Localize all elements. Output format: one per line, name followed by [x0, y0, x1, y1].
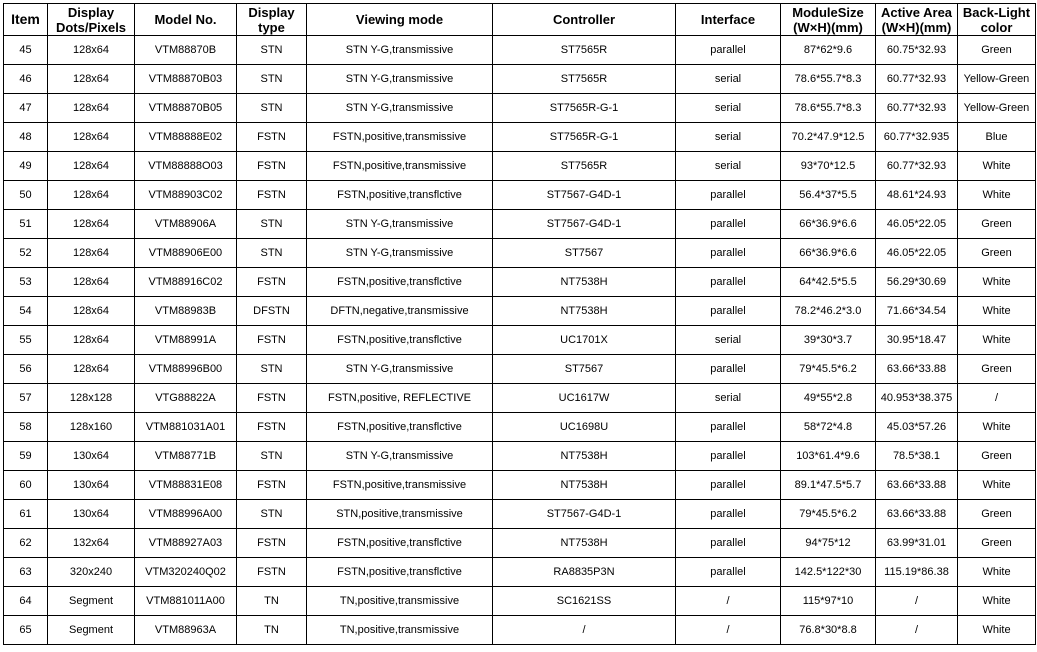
backlight-color-cell: Green	[958, 500, 1036, 529]
module-size-cell: 103*61.4*9.6	[781, 442, 876, 471]
model-no-cell: VTM88991A	[135, 326, 237, 355]
controller-cell: ST7565R	[493, 65, 676, 94]
table-row	[4, 297, 1036, 326]
controller-cell: NT7538H	[493, 442, 676, 471]
active-area-cell: /	[876, 616, 958, 645]
viewing-mode-cell: STN Y-G,transmissive	[307, 36, 493, 65]
display-dots-cell: Segment	[48, 616, 135, 645]
model-no-cell: VTM88771B	[135, 442, 237, 471]
model-no-cell: VTM88906A	[135, 210, 237, 239]
active-area-cell: 60.77*32.93	[876, 65, 958, 94]
interface-cell: parallel	[676, 471, 781, 500]
display-type-cell: STN	[237, 500, 307, 529]
table-row	[4, 529, 1036, 558]
table-row	[4, 616, 1036, 645]
controller-cell: NT7538H	[493, 529, 676, 558]
backlight-color-cell: White	[958, 413, 1036, 442]
display-type-cell: TN	[237, 616, 307, 645]
viewing-mode-cell: FSTN,positive, REFLECTIVE	[307, 384, 493, 413]
display-dots-cell: 130x64	[48, 442, 135, 471]
active-area-cell: 115.19*86.38	[876, 558, 958, 587]
module-size-cell: 93*70*12.5	[781, 152, 876, 181]
item-cell: 50	[4, 181, 48, 210]
backlight-color-cell: White	[958, 616, 1036, 645]
table-row	[4, 210, 1036, 239]
table-body	[4, 36, 1036, 645]
interface-cell: parallel	[676, 413, 781, 442]
display-dots-cell: 130x64	[48, 500, 135, 529]
viewing-mode-cell: FSTN,positive,transmissive	[307, 123, 493, 152]
item-cell: 59	[4, 442, 48, 471]
controller-cell: ST7567-G4D-1	[493, 181, 676, 210]
controller-cell: SC1621SS	[493, 587, 676, 616]
interface-cell: /	[676, 587, 781, 616]
model-no-cell: VTM88903C02	[135, 181, 237, 210]
backlight-color-cell: White	[958, 268, 1036, 297]
display-type-cell: FSTN	[237, 413, 307, 442]
module-size-cell: 56.4*37*5.5	[781, 181, 876, 210]
item-cell: 55	[4, 326, 48, 355]
interface-cell: serial	[676, 152, 781, 181]
module-size-cell: 66*36.9*6.6	[781, 210, 876, 239]
table-row	[4, 326, 1036, 355]
backlight-color-cell: White	[958, 297, 1036, 326]
controller-cell: UC1701X	[493, 326, 676, 355]
header-active-area: Active Area (W×H)(mm)	[876, 4, 958, 36]
module-size-cell: 115*97*10	[781, 587, 876, 616]
item-cell: 53	[4, 268, 48, 297]
display-type-cell: FSTN	[237, 326, 307, 355]
model-no-cell: VTM88983B	[135, 297, 237, 326]
model-no-cell: VTM88996B00	[135, 355, 237, 384]
table-row	[4, 239, 1036, 268]
module-size-cell: 89.1*47.5*5.7	[781, 471, 876, 500]
interface-cell: serial	[676, 65, 781, 94]
display-dots-cell: 128x64	[48, 239, 135, 268]
header-display-type: Display type	[237, 4, 307, 36]
display-type-cell: FSTN	[237, 471, 307, 500]
model-no-cell: VTM320240Q02	[135, 558, 237, 587]
model-no-cell: VTG88822A	[135, 384, 237, 413]
backlight-color-cell: Green	[958, 239, 1036, 268]
active-area-cell: 40.953*38.375	[876, 384, 958, 413]
interface-cell: parallel	[676, 355, 781, 384]
display-type-cell: TN	[237, 587, 307, 616]
backlight-color-cell: White	[958, 181, 1036, 210]
viewing-mode-cell: STN Y-G,transmissive	[307, 239, 493, 268]
interface-cell: serial	[676, 326, 781, 355]
controller-cell: NT7538H	[493, 268, 676, 297]
module-size-cell: 94*75*12	[781, 529, 876, 558]
header-backlight-color: Back-Light color	[958, 4, 1036, 36]
table-row	[4, 471, 1036, 500]
viewing-mode-cell: TN,positive,transmissive	[307, 616, 493, 645]
backlight-color-cell: Green	[958, 210, 1036, 239]
item-cell: 60	[4, 471, 48, 500]
display-type-cell: STN	[237, 442, 307, 471]
display-type-cell: FSTN	[237, 384, 307, 413]
viewing-mode-cell: FSTN,positive,transflctive	[307, 326, 493, 355]
controller-cell: RA8835P3N	[493, 558, 676, 587]
display-type-cell: STN	[237, 239, 307, 268]
item-cell: 56	[4, 355, 48, 384]
display-type-cell: FSTN	[237, 181, 307, 210]
interface-cell: parallel	[676, 181, 781, 210]
module-size-cell: 78.2*46.2*3.0	[781, 297, 876, 326]
controller-cell: ST7565R	[493, 152, 676, 181]
active-area-cell: 46.05*22.05	[876, 210, 958, 239]
viewing-mode-cell: STN Y-G,transmissive	[307, 94, 493, 123]
table-row	[4, 587, 1036, 616]
table-row	[4, 355, 1036, 384]
display-type-cell: FSTN	[237, 123, 307, 152]
interface-cell: parallel	[676, 210, 781, 239]
backlight-color-cell: /	[958, 384, 1036, 413]
viewing-mode-cell: FSTN,positive,transflctive	[307, 558, 493, 587]
active-area-cell: 63.66*33.88	[876, 500, 958, 529]
table-row	[4, 94, 1036, 123]
active-area-cell: 48.61*24.93	[876, 181, 958, 210]
display-dots-cell: 128x128	[48, 384, 135, 413]
viewing-mode-cell: FSTN,positive,transflctive	[307, 181, 493, 210]
module-size-cell: 142.5*122*30	[781, 558, 876, 587]
module-size-cell: 39*30*3.7	[781, 326, 876, 355]
backlight-color-cell: Blue	[958, 123, 1036, 152]
active-area-cell: 60.77*32.935	[876, 123, 958, 152]
active-area-cell: 30.95*18.47	[876, 326, 958, 355]
controller-cell: /	[493, 616, 676, 645]
display-dots-cell: 128x64	[48, 326, 135, 355]
display-dots-cell: 128x64	[48, 152, 135, 181]
backlight-color-cell: White	[958, 471, 1036, 500]
viewing-mode-cell: FSTN,positive,transmissive	[307, 471, 493, 500]
active-area-cell: 56.29*30.69	[876, 268, 958, 297]
controller-cell: ST7567-G4D-1	[493, 210, 676, 239]
display-type-cell: STN	[237, 355, 307, 384]
model-no-cell: VTM88831E08	[135, 471, 237, 500]
lcd-module-spec-table	[3, 3, 1036, 645]
backlight-color-cell: White	[958, 152, 1036, 181]
viewing-mode-cell: STN,positive,transmissive	[307, 500, 493, 529]
module-size-cell: 79*45.5*6.2	[781, 500, 876, 529]
controller-cell: ST7565R-G-1	[493, 94, 676, 123]
model-no-cell: VTM88870B05	[135, 94, 237, 123]
table-row	[4, 384, 1036, 413]
item-cell: 54	[4, 297, 48, 326]
controller-cell: ST7567	[493, 239, 676, 268]
table-row	[4, 123, 1036, 152]
display-type-cell: FSTN	[237, 558, 307, 587]
display-dots-cell: 128x64	[48, 297, 135, 326]
interface-cell: parallel	[676, 529, 781, 558]
display-dots-cell: 320x240	[48, 558, 135, 587]
display-dots-cell: Segment	[48, 587, 135, 616]
module-size-cell: 76.8*30*8.8	[781, 616, 876, 645]
display-dots-cell: 128x64	[48, 123, 135, 152]
item-cell: 45	[4, 36, 48, 65]
display-type-cell: FSTN	[237, 529, 307, 558]
module-size-cell: 64*42.5*5.5	[781, 268, 876, 297]
backlight-color-cell: Yellow-Green	[958, 94, 1036, 123]
viewing-mode-cell: FSTN,positive,transflctive	[307, 413, 493, 442]
item-cell: 58	[4, 413, 48, 442]
viewing-mode-cell: STN Y-G,transmissive	[307, 355, 493, 384]
module-size-cell: 58*72*4.8	[781, 413, 876, 442]
display-dots-cell: 128x64	[48, 36, 135, 65]
display-type-cell: STN	[237, 94, 307, 123]
item-cell: 46	[4, 65, 48, 94]
display-type-cell: STN	[237, 36, 307, 65]
display-type-cell: STN	[237, 210, 307, 239]
viewing-mode-cell: STN Y-G,transmissive	[307, 442, 493, 471]
item-cell: 48	[4, 123, 48, 152]
active-area-cell: 63.66*33.88	[876, 355, 958, 384]
header-display-dots: Display Dots/Pixels	[48, 4, 135, 36]
interface-cell: serial	[676, 94, 781, 123]
display-type-cell: FSTN	[237, 152, 307, 181]
model-no-cell: VTM88906E00	[135, 239, 237, 268]
header-row	[4, 4, 1036, 36]
backlight-color-cell: White	[958, 326, 1036, 355]
module-size-cell: 49*55*2.8	[781, 384, 876, 413]
table-row	[4, 65, 1036, 94]
controller-cell: NT7538H	[493, 297, 676, 326]
display-dots-cell: 128x160	[48, 413, 135, 442]
header-controller: Controller	[493, 4, 676, 36]
backlight-color-cell: White	[958, 587, 1036, 616]
item-cell: 64	[4, 587, 48, 616]
controller-cell: ST7567-G4D-1	[493, 500, 676, 529]
display-dots-cell: 128x64	[48, 355, 135, 384]
interface-cell: /	[676, 616, 781, 645]
module-size-cell: 79*45.5*6.2	[781, 355, 876, 384]
header-model-no: Model No.	[135, 4, 237, 36]
model-no-cell: VTM88888O03	[135, 152, 237, 181]
interface-cell: serial	[676, 123, 781, 152]
display-type-cell: STN	[237, 65, 307, 94]
model-no-cell: VTM88996A00	[135, 500, 237, 529]
model-no-cell: VTM88963A	[135, 616, 237, 645]
viewing-mode-cell: STN Y-G,transmissive	[307, 210, 493, 239]
display-dots-cell: 128x64	[48, 94, 135, 123]
backlight-color-cell: Green	[958, 36, 1036, 65]
model-no-cell: VTM881031A01	[135, 413, 237, 442]
interface-cell: serial	[676, 384, 781, 413]
model-no-cell: VTM88927A03	[135, 529, 237, 558]
interface-cell: parallel	[676, 297, 781, 326]
controller-cell: ST7565R-G-1	[493, 123, 676, 152]
item-cell: 51	[4, 210, 48, 239]
module-size-cell: 66*36.9*6.6	[781, 239, 876, 268]
active-area-cell: 60.77*32.93	[876, 94, 958, 123]
viewing-mode-cell: DFTN,negative,transmissive	[307, 297, 493, 326]
active-area-cell: 71.66*34.54	[876, 297, 958, 326]
controller-cell: NT7538H	[493, 471, 676, 500]
display-dots-cell: 130x64	[48, 471, 135, 500]
header-module-size: ModuleSize (W×H)(mm)	[781, 4, 876, 36]
table-row	[4, 268, 1036, 297]
module-size-cell: 78.6*55.7*8.3	[781, 94, 876, 123]
module-size-cell: 78.6*55.7*8.3	[781, 65, 876, 94]
backlight-color-cell: Green	[958, 355, 1036, 384]
table-row	[4, 152, 1036, 181]
backlight-color-cell: White	[958, 558, 1036, 587]
interface-cell: parallel	[676, 36, 781, 65]
table-row	[4, 442, 1036, 471]
viewing-mode-cell: TN,positive,transmissive	[307, 587, 493, 616]
viewing-mode-cell: FSTN,positive,transflctive	[307, 529, 493, 558]
item-cell: 49	[4, 152, 48, 181]
header-viewing-mode: Viewing mode	[307, 4, 493, 36]
backlight-color-cell: Green	[958, 442, 1036, 471]
table-row	[4, 558, 1036, 587]
active-area-cell: 60.75*32.93	[876, 36, 958, 65]
interface-cell: parallel	[676, 239, 781, 268]
item-cell: 47	[4, 94, 48, 123]
controller-cell: ST7565R	[493, 36, 676, 65]
display-dots-cell: 128x64	[48, 65, 135, 94]
interface-cell: parallel	[676, 500, 781, 529]
item-cell: 52	[4, 239, 48, 268]
interface-cell: parallel	[676, 442, 781, 471]
item-cell: 65	[4, 616, 48, 645]
module-size-cell: 87*62*9.6	[781, 36, 876, 65]
model-no-cell: VTM881011A00	[135, 587, 237, 616]
active-area-cell: /	[876, 587, 958, 616]
active-area-cell: 63.99*31.01	[876, 529, 958, 558]
module-size-cell: 70.2*47.9*12.5	[781, 123, 876, 152]
display-type-cell: DFSTN	[237, 297, 307, 326]
header-item: Item	[4, 4, 48, 36]
table-row	[4, 413, 1036, 442]
backlight-color-cell: Green	[958, 529, 1036, 558]
item-cell: 57	[4, 384, 48, 413]
active-area-cell: 63.66*33.88	[876, 471, 958, 500]
display-dots-cell: 132x64	[48, 529, 135, 558]
item-cell: 63	[4, 558, 48, 587]
viewing-mode-cell: FSTN,positive,transmissive	[307, 152, 493, 181]
model-no-cell: VTM88870B03	[135, 65, 237, 94]
display-dots-cell: 128x64	[48, 181, 135, 210]
model-no-cell: VTM88870B	[135, 36, 237, 65]
backlight-color-cell: Yellow-Green	[958, 65, 1036, 94]
header-interface: Interface	[676, 4, 781, 36]
controller-cell: ST7567	[493, 355, 676, 384]
interface-cell: parallel	[676, 558, 781, 587]
active-area-cell: 78.5*38.1	[876, 442, 958, 471]
table-row	[4, 181, 1036, 210]
controller-cell: UC1698U	[493, 413, 676, 442]
active-area-cell: 46.05*22.05	[876, 239, 958, 268]
display-dots-cell: 128x64	[48, 210, 135, 239]
table-row	[4, 36, 1036, 65]
interface-cell: parallel	[676, 268, 781, 297]
display-type-cell: FSTN	[237, 268, 307, 297]
active-area-cell: 45.03*57.26	[876, 413, 958, 442]
viewing-mode-cell: STN Y-G,transmissive	[307, 65, 493, 94]
model-no-cell: VTM88916C02	[135, 268, 237, 297]
controller-cell: UC1617W	[493, 384, 676, 413]
table-row	[4, 500, 1036, 529]
item-cell: 61	[4, 500, 48, 529]
item-cell: 62	[4, 529, 48, 558]
display-dots-cell: 128x64	[48, 268, 135, 297]
active-area-cell: 60.77*32.93	[876, 152, 958, 181]
viewing-mode-cell: FSTN,positive,transflctive	[307, 268, 493, 297]
model-no-cell: VTM88888E02	[135, 123, 237, 152]
